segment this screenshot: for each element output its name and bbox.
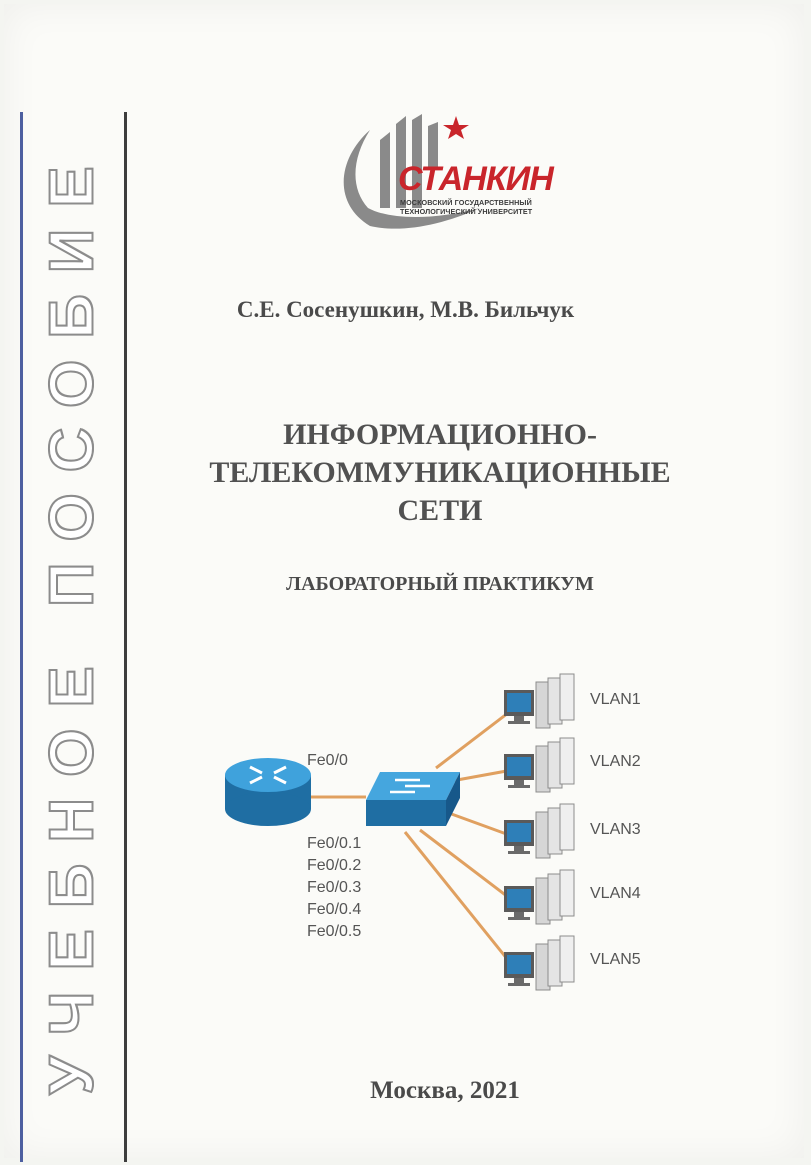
link-vlan1	[436, 710, 512, 768]
vlan-label-3: VLAN3	[590, 821, 641, 838]
subinterface-4: Fe0/0.4	[307, 901, 362, 918]
university-logo	[330, 108, 560, 233]
city-year: Москва, 2021	[370, 1077, 520, 1104]
vlan-label-2: VLAN2	[590, 753, 641, 770]
vlan-label-1: VLAN1	[590, 691, 641, 708]
switch-icon	[366, 772, 460, 826]
pc-vlan4-icon	[504, 870, 574, 924]
pc-vlan1-icon	[504, 674, 574, 728]
subinterface-2: Fe0/0.2	[307, 857, 362, 874]
subinterface-1: Fe0/0.1	[307, 835, 362, 852]
logo-wordmark: СТАНКИН	[398, 160, 553, 198]
title-line-1: ИНФОРМАЦИОННО-	[283, 418, 597, 451]
logo-subtitle	[400, 198, 560, 216]
link-vlan3	[446, 812, 512, 836]
authors: С.Е. Сосенушкин, М.В. Бильчук	[236, 297, 575, 322]
title-line-3: СЕТИ	[397, 494, 483, 527]
link-vlan4	[420, 830, 512, 900]
pc-vlan3-icon	[504, 804, 574, 858]
pc-vlan2-icon	[504, 738, 574, 792]
logo-subtitle-line2: ТЕХНОЛОГИЧЕСКИЙ УНИВЕРСИТЕТ	[400, 207, 533, 216]
subinterface-5: Fe0/0.5	[307, 923, 362, 940]
spine-text: УЧЕБНОЕ ПОСОБИЕ	[37, 145, 107, 1095]
book-title	[0, 416, 811, 530]
network-diagram	[0, 660, 811, 1010]
subinterface-3: Fe0/0.3	[307, 879, 362, 896]
link-vlan5	[405, 832, 512, 965]
router-port-label: Fe0/0	[307, 752, 348, 769]
pc-vlan5-icon	[504, 936, 574, 990]
router-icon	[225, 758, 311, 826]
vlan-label-4: VLAN4	[590, 885, 641, 902]
vlan-label-5: VLAN5	[590, 951, 641, 968]
book-subtitle: ЛАБОРАТОРНЫЙ ПРАКТИКУМ	[286, 573, 594, 595]
title-line-2: ТЕЛЕКОММУНИКАЦИОННЫЕ	[209, 456, 671, 489]
logo-subtitle-line1: МОСКОВСКИЙ ГОСУДАРСТВЕННЫЙ	[400, 198, 532, 207]
